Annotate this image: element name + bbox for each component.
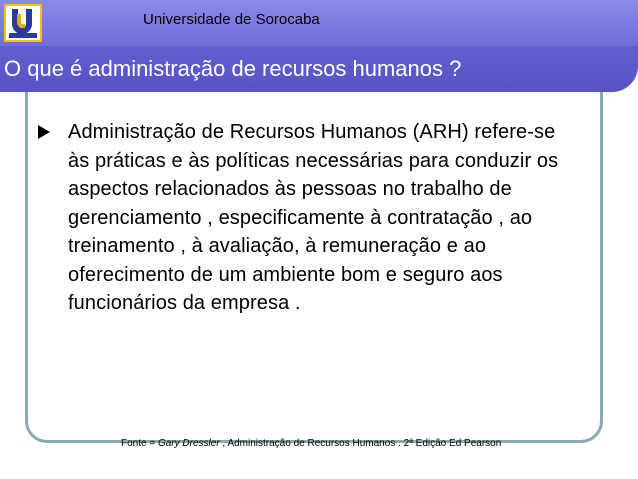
citation-details: , Administração de Recursos Humanos . 2ª Edição Ed Pearson [219, 438, 502, 449]
source-citation [121, 438, 501, 449]
university-logo-icon [4, 4, 42, 42]
citation-prefix: Fonte = [121, 438, 158, 449]
logo-bar [9, 33, 37, 38]
logo-s-shape [17, 14, 25, 28]
bullet-arrow-icon [38, 125, 50, 139]
bullet-item [38, 118, 578, 318]
slide-title: O que é administração de recursos humanos ? [4, 56, 462, 81]
bullet-text: Administração de Recursos Humanos (ARH) refere-se às práticas e às políticas necessárias para conduzir os aspectos relacionados às pessoas no trabalho de gerenciamento , especificamente à contratação , ao treinamento , à avaliação, à remuneração e ao oferecimento de um ambiente bom e seguro aos funcionários da empresa . [68, 121, 559, 314]
citation-author: Gary Dressler [157, 438, 220, 449]
university-name: Universidade de Sorocaba [143, 11, 320, 28]
